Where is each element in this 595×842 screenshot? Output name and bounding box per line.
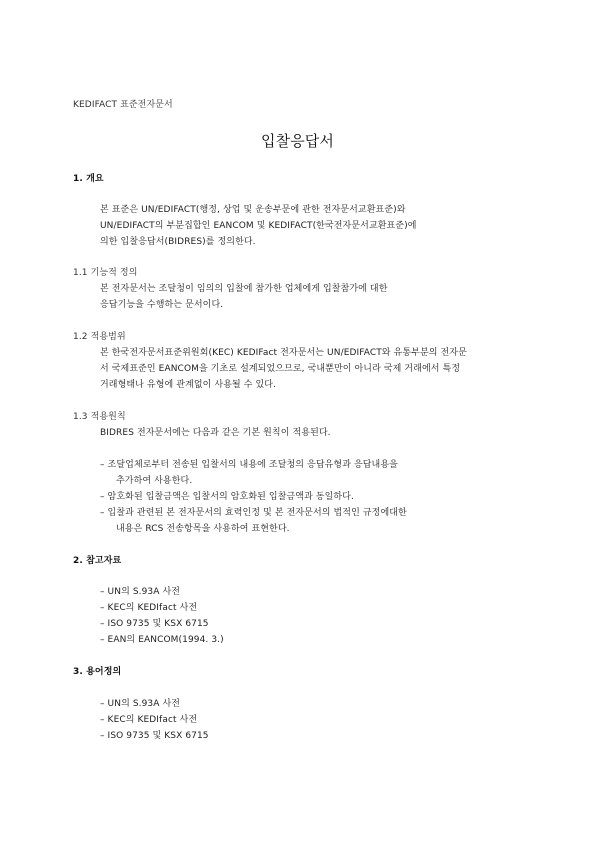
- list-item: – ISO 9735 및 KSX 6715: [100, 619, 209, 629]
- bullet-item-continuation: 추가하여 사용한다.: [116, 476, 193, 486]
- paragraph-line: 거래형태나 유형에 관계없이 사용될 수 있다.: [100, 380, 277, 390]
- paragraph-line: 서 국제표준인 EANCOM을 기초로 설계되었으므로, 국내뿐만이 아니라 국제 거래에서 특정: [100, 364, 461, 374]
- list-item: – KEC의 KEDIfact 사전: [100, 603, 198, 613]
- bullet-item: – 입찰과 관련된 본 전자문서의 효력인정 및 본 전자문서의 법적인 규정에대한: [100, 508, 407, 518]
- list-item: – UN의 S.93A 사전: [100, 699, 181, 709]
- list-item: – UN의 S.93A 사전: [100, 587, 181, 597]
- list-item: – EAN의 EANCOM(1994. 3.): [100, 635, 224, 645]
- list-item: – KEC의 KEDIfact 사전: [100, 715, 198, 725]
- document-header: KEDIFACT 표준전자문서: [73, 100, 173, 110]
- section-heading-references: 2. 참고자료: [73, 556, 122, 566]
- paragraph-line: 의한 입찰응답서(BIDRES)를 정의한다.: [100, 237, 256, 247]
- paragraph-line: 본 한국전자문서표준위원회(KEC) KEDIFact 전자문서는 UN/EDIFACT와 유통부분의 전자문: [100, 348, 467, 358]
- bullet-item-continuation: 내용은 RCS 전송항목을 사용하여 표현한다.: [116, 524, 290, 534]
- list-item: – ISO 9735 및 KSX 6715: [100, 731, 209, 741]
- section-heading-overview: 1. 개요: [73, 174, 104, 184]
- paragraph-line: 본 전자문서는 조달청이 임의의 입찰에 참가한 업체에게 입찰참가에 대한: [100, 284, 388, 294]
- paragraph-line: 응답기능을 수행하는 문서이다.: [100, 300, 224, 310]
- document-title: 입찰응답서: [261, 132, 334, 150]
- subsection-heading-functional-definition: 1.1 기능적 정의: [73, 268, 138, 278]
- paragraph-line: BIDRES 전자문서에는 다음과 같은 기본 원칙이 적용된다.: [100, 428, 331, 438]
- bullet-item: – 조달업체로부터 전송된 입찰서의 내용에 조달청의 응답유형과 응답내용을: [100, 460, 398, 470]
- section-heading-definitions: 3. 용어정의: [73, 667, 122, 677]
- bullet-item: – 암호화된 입찰금액은 입찰서의 암호화된 입찰금액과 동일하다.: [100, 492, 354, 502]
- paragraph-line: 본 표준은 UN/EDIFACT(행정, 상업 및 운송부문에 관한 전자문서교환표준)와: [100, 205, 406, 215]
- subsection-heading-scope: 1.2 적용범위: [73, 332, 126, 342]
- subsection-heading-principles: 1.3 적용원칙: [73, 412, 126, 422]
- paragraph-line: UN/EDIFACT의 부분집합인 EANCOM 및 KEDIFACT(한국전자문서교환표준)에: [100, 221, 417, 231]
